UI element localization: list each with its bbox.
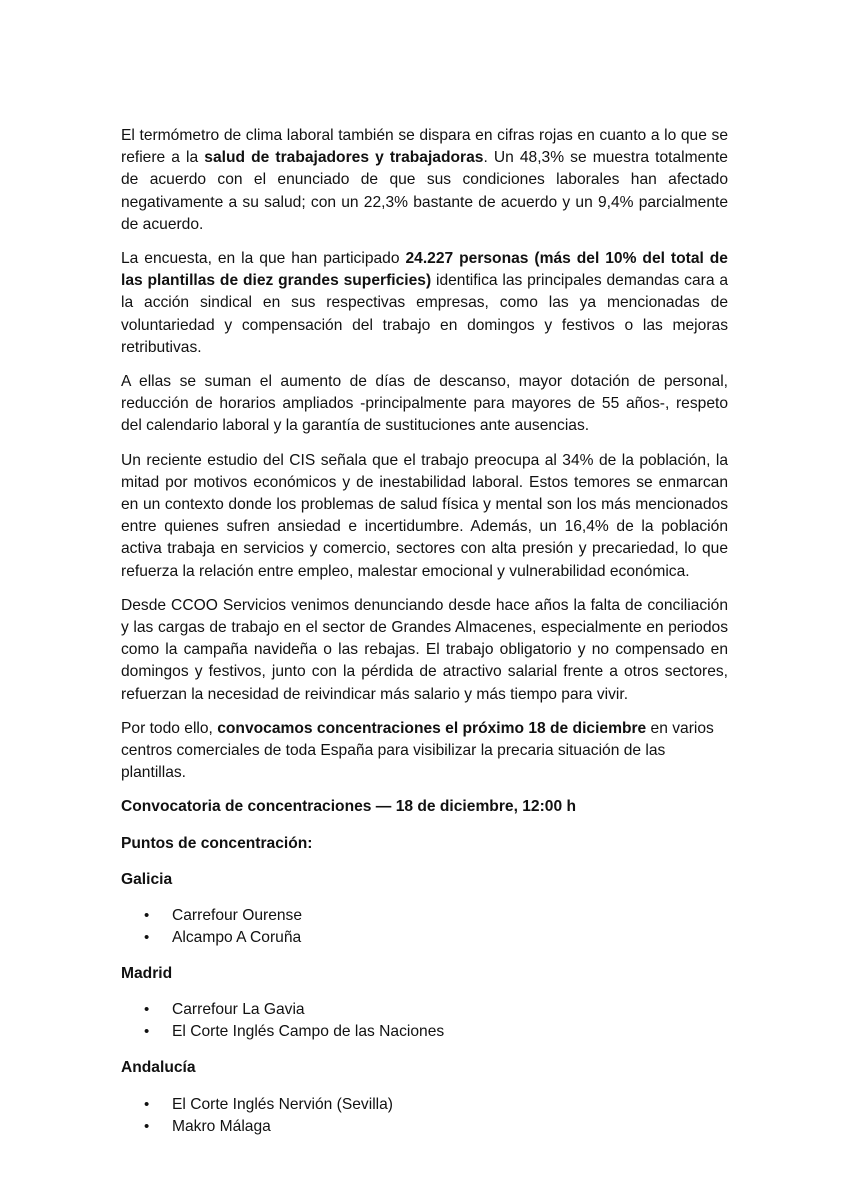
places-list-madrid (121, 999, 728, 1043)
paragraph-ccoo: Desde CCOO Servicios venimos denunciando desde hace años la falta de conciliación y las cargas de trabajo en el sector de Grandes Almacenes, especialmente en periodos como la campaña navideña o las rebajas. El trabajo obligatorio y no compensado en domingos y festivos, junto con la pérdida de atractivo salarial frente a otros sectores, refuerzan la necesidad de reivindicar más salario y más tiempo para vivir. (121, 596, 728, 703)
place-name: El Corte Inglés Nervión (Sevilla) (172, 1095, 393, 1113)
region-andalucia: Andalucía (121, 1059, 196, 1077)
bullet-icon: • (144, 1117, 150, 1135)
place-name: Makro Málaga (172, 1117, 271, 1135)
paragraph-text: identifica las principales demandas cara a la acción sindical en sus respectivas empresas, como las ya mencionadas de voluntariedad y compensación del trabajo en domingos y festivos o las mejoras retributivas. (121, 272, 728, 356)
list-item (121, 999, 728, 1021)
document-page (121, 125, 728, 1152)
paragraph-text: en varios centros comerciales de toda España para visibilizar la precaria situación de las plantillas. (121, 719, 714, 782)
list-item (121, 1021, 728, 1043)
region-madrid: Madrid (121, 965, 173, 983)
region-galicia: Galicia (121, 870, 173, 888)
list-item (121, 1116, 728, 1138)
places-list-galicia (121, 905, 728, 949)
places-list-andalucia (121, 1094, 728, 1138)
bullet-icon: • (144, 1023, 150, 1041)
bullet-icon: • (144, 1095, 150, 1113)
place-name: Carrefour Ourense (172, 907, 303, 925)
paragraph-salud (121, 125, 728, 236)
list-item (121, 927, 728, 949)
paragraph-convocamos (121, 718, 728, 785)
place-name: Carrefour La Gavia (172, 1001, 305, 1019)
list-item (121, 1094, 728, 1116)
paragraph-bold-text: convocamos concentraciones el próximo 18 de diciembre (217, 719, 647, 737)
paragraph-text: Por todo ello, (121, 719, 218, 737)
bullet-icon: • (144, 907, 150, 925)
paragraph-demandas: A ellas se suman el aumento de días de descanso, mayor dotación de personal, reducción de horarios ampliados -principalmente para mayores de 55 años-, respeto del calendario laboral y la garantía de sustituciones ante ausencias. (121, 373, 728, 435)
puntos-heading: Puntos de concentración: (121, 834, 313, 852)
place-name: Alcampo A Coruña (172, 929, 302, 947)
bullet-icon: • (144, 1001, 150, 1019)
place-name: El Corte Inglés Campo de las Naciones (172, 1023, 445, 1041)
paragraph-text: . Un 48,3% se muestra totalmente de acuerdo con el enunciado de que sus condiciones laborales han afectado negativamente a su salud; con un 22,3% bastante de acuerdo y un 9,4% parcialmente de acuerdo. (121, 149, 728, 233)
convocatoria-heading: Convocatoria de concentraciones — 18 de diciembre, 12:00 h (121, 798, 576, 816)
paragraph-cis: Un reciente estudio del CIS señala que el trabajo preocupa al 34% de la población, la mitad por motivos económicos y de inestabilidad laboral. Estos temores se enmarcan en un contexto donde los problemas de salud física y mental son los más mencionados entre quienes sufren ansiedad e incertidumbre. Además, un 16,4% de la población activa trabaja en servicios y comercio, sectores con alta presión y precariedad, lo que refuerza la relación entre empleo, malestar emocional y vulnerabilidad económica. (121, 451, 728, 580)
list-item (121, 905, 728, 927)
paragraph-text: El termómetro de clima laboral también se dispara en cifras rojas en cuanto a lo que se refiere a la (121, 127, 728, 167)
paragraph-encuesta (121, 248, 728, 359)
paragraph-bold-text: 24.227 personas (más del 10% del total de las plantillas de diez grandes superficies) (121, 250, 728, 290)
paragraph-bold-text: salud de trabajadores y trabajadoras (204, 149, 484, 167)
bullet-icon: • (144, 929, 150, 947)
paragraph-text: La encuesta, en la que han participado (121, 250, 406, 268)
